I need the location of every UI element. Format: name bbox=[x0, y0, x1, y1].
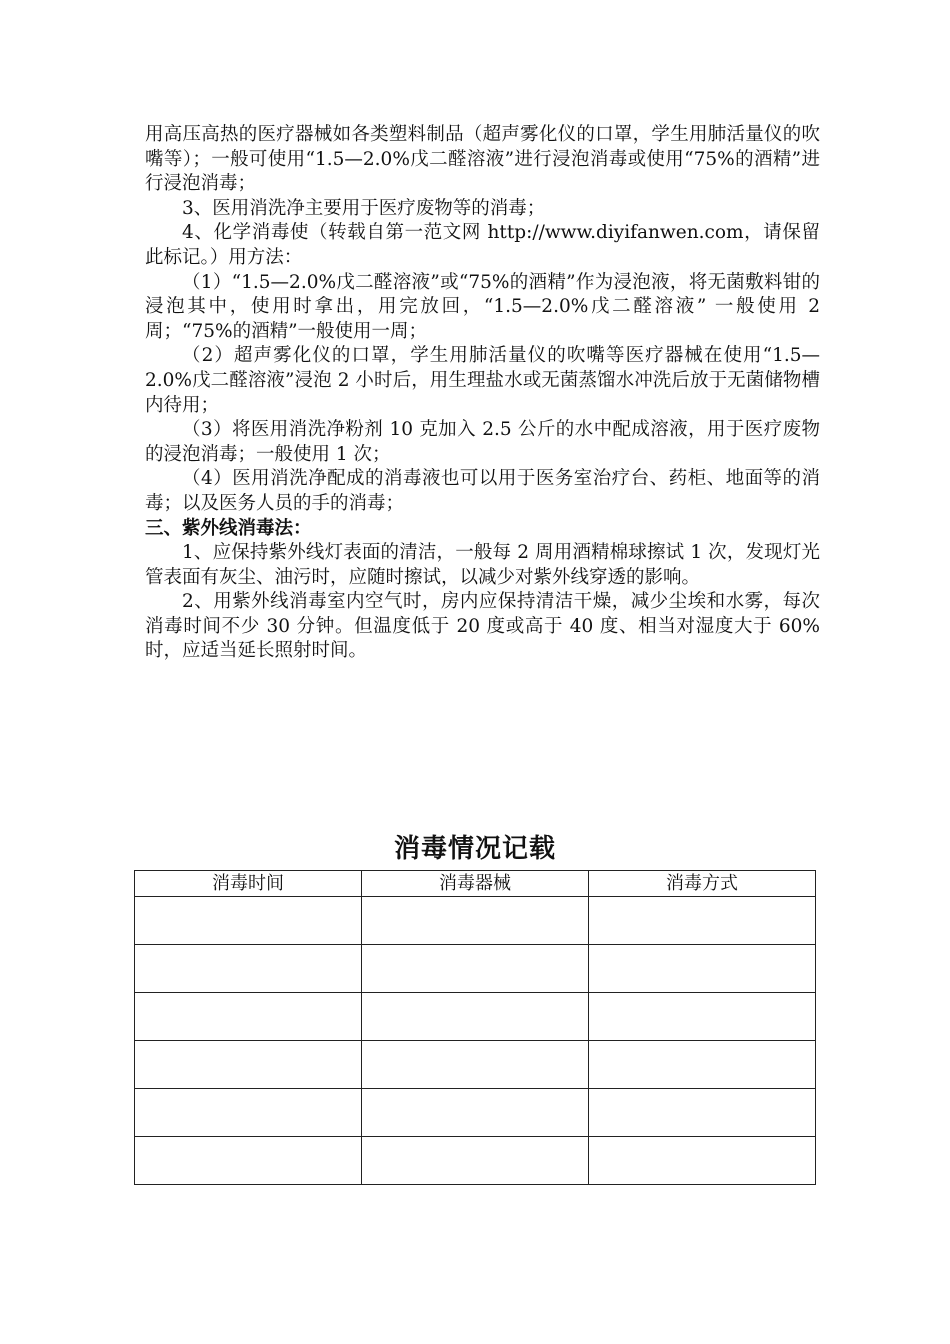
paragraph-method-4: （4）医用消洗净配成的消毒液也可以用于医务室治疗台、药柜、地面等的消毒；以及医务人员的手的消毒； bbox=[145, 468, 820, 514]
table-cell bbox=[589, 1137, 816, 1185]
table-cell bbox=[135, 1041, 362, 1089]
header-disinfection-equipment: 消毒器械 bbox=[362, 871, 589, 897]
paragraph-item-3: 3、医用消洗净主要用于医疗废物等的消毒； bbox=[182, 197, 546, 219]
table-cell bbox=[362, 1089, 589, 1137]
table-row bbox=[135, 993, 816, 1041]
table-row bbox=[135, 945, 816, 993]
table-cell bbox=[589, 993, 816, 1041]
table-row bbox=[135, 1041, 816, 1089]
table-cell bbox=[362, 993, 589, 1041]
table-cell bbox=[135, 993, 362, 1041]
table-cell bbox=[362, 897, 589, 945]
paragraph-disinfection-intro: 用高压高热的医疗器械如各类塑料制品（超声雾化仪的口罩，学生用肺活量仪的吹嘴等）；一般可使用“1.5—2.0%戊二醛溶液”进行浸泡消毒或使用“75%的酒精”进行浸泡消毒； bbox=[145, 124, 820, 195]
table-cell bbox=[589, 897, 816, 945]
document-body bbox=[145, 123, 820, 664]
paragraph-uv-2: 2、用紫外线消毒室内空气时，房内应保持清洁干燥，减少尘埃和水雾，每次消毒时间不少 30 分钟。但温度低于 20 度或高于 40 度、相当对湿度大于 60%时，应适当延长照射时间。 bbox=[145, 591, 820, 662]
table-header-row bbox=[135, 871, 816, 897]
paragraph-uv-1: 1、应保持紫外线灯表面的清洁，一般每 2 周用酒精棉球擦试 1 次，发现灯光管表面有灰尘、油污时，应随时擦试，以减少对紫外线穿透的影响。 bbox=[145, 542, 820, 588]
disinfection-record-table bbox=[134, 870, 816, 1185]
table-row bbox=[135, 1089, 816, 1137]
table-cell bbox=[362, 1137, 589, 1185]
table-cell bbox=[362, 1041, 589, 1089]
paragraph-item-4: 4、化学消毒使（转载自第一范文网 http://www.diyifanwen.com，请保留此标记。）用方法： bbox=[145, 222, 820, 268]
table-cell bbox=[135, 897, 362, 945]
table-row bbox=[135, 897, 816, 945]
table-cell bbox=[135, 1137, 362, 1185]
table-cell bbox=[589, 945, 816, 993]
table-cell bbox=[135, 1089, 362, 1137]
record-title: 消毒情况记载 bbox=[393, 834, 556, 864]
paragraph-method-3: （3）将医用消洗净粉剂 10 克加入 2.5 公斤的水中配成溶液，用于医疗废物的浸泡消毒；一般使用 1 次； bbox=[145, 419, 820, 465]
table-cell bbox=[135, 945, 362, 993]
header-disinfection-method: 消毒方式 bbox=[589, 871, 816, 897]
table-cell bbox=[362, 945, 589, 993]
table-row bbox=[135, 1137, 816, 1185]
section-heading-uv: 三、紫外线消毒法： bbox=[145, 517, 312, 539]
paragraph-method-1: （1）“1.5—2.0%戊二醛溶液”或“75%的酒精”作为浸泡液，将无菌敷料钳的浸泡其中，使用时拿出，用完放回，“1.5—2.0%戊二醛溶液” 一般使用 2 周；“75%的酒精”一般使用一周； bbox=[145, 271, 820, 342]
header-disinfection-time: 消毒时间 bbox=[135, 871, 362, 897]
table-cell bbox=[589, 1041, 816, 1089]
paragraph-method-2: （2）超声雾化仪的口罩，学生用肺活量仪的吹嘴等医疗器械在使用“1.5—2.0%戊二醛溶液”浸泡 2 小时后，用生理盐水或无菌蒸馏水冲洗后放于无菌储物槽内待用； bbox=[145, 345, 820, 416]
table-body bbox=[135, 897, 816, 1185]
table-cell bbox=[589, 1089, 816, 1137]
